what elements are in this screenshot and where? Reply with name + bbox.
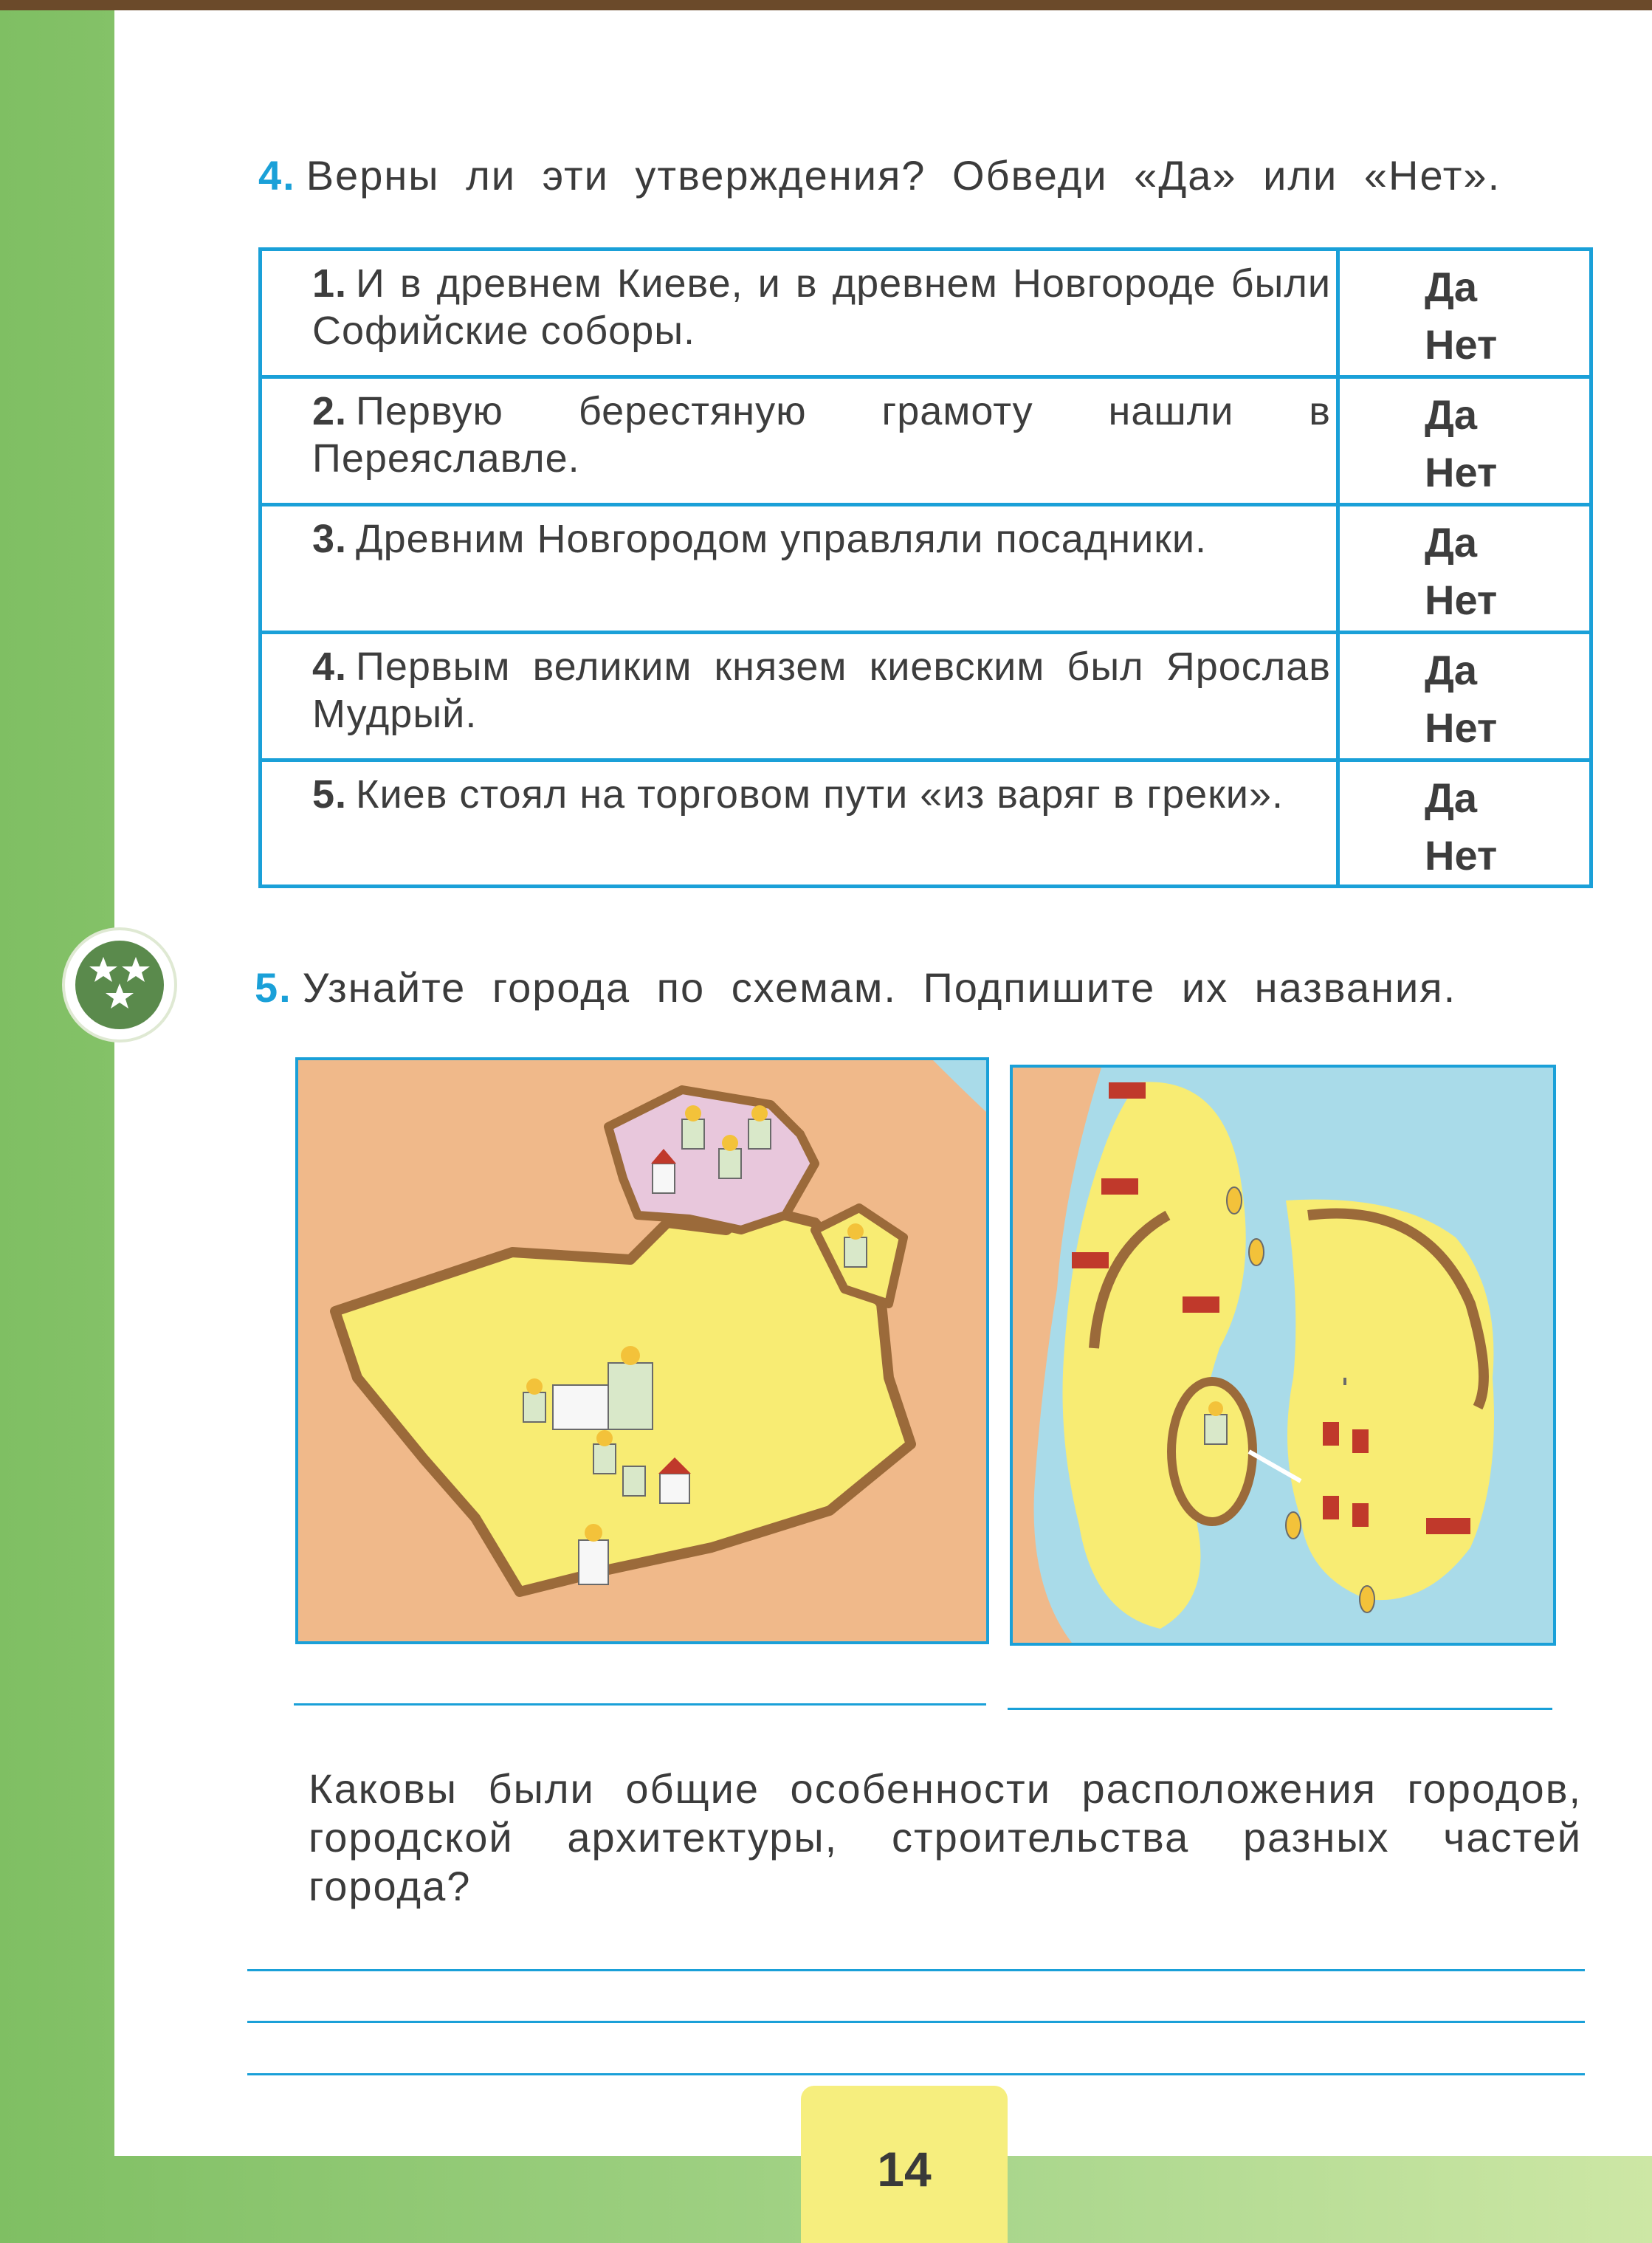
right-bank — [1286, 1200, 1494, 1601]
task-5-title — [255, 964, 1456, 1011]
task-5-number: 5. — [255, 964, 292, 1011]
statement-text: 4. Первым великим князем киевским был Ярослав Мудрый. — [312, 645, 1331, 736]
question-text: Каковы были общие особенности расположения городов, городской архитектуры, строительства разных частей города? — [309, 1765, 1582, 1909]
statement-text: 1. И в древнем Киеве, и в древнем Новгороде были Софийские соборы. — [312, 261, 1331, 353]
task-4-text: Верны ли эти утверждения? Обведи «Да» или «Нет». — [306, 152, 1501, 199]
yes-option[interactable]: Да — [1425, 774, 1478, 821]
no-option[interactable]: Нет — [1425, 449, 1498, 495]
page-number: 14 — [877, 2142, 932, 2196]
answer-options — [1425, 258, 1497, 374]
no-option[interactable]: Нет — [1425, 832, 1498, 879]
task-4-title — [258, 151, 1501, 199]
task-5-text: Узнайте города по схемам. Подпишите их названия. — [302, 964, 1457, 1011]
answer-options — [1425, 769, 1497, 885]
answer-line[interactable] — [247, 1969, 1585, 1971]
answer-line[interactable] — [247, 2073, 1585, 2075]
column-divider — [1336, 762, 1340, 885]
difficulty-badge — [65, 930, 174, 1040]
statement-row — [262, 379, 1589, 506]
column-divider — [1336, 506, 1340, 631]
column-divider — [1336, 379, 1340, 503]
task-4-number: 4. — [258, 152, 296, 199]
answer-options — [1425, 514, 1497, 629]
city-scheme-left — [295, 1057, 989, 1644]
answer-line[interactable] — [294, 1703, 986, 1706]
yes-option[interactable]: Да — [1425, 519, 1478, 566]
statement-text: 5. Киев стоял на торговом пути «из варяг в греки». — [312, 772, 1284, 817]
answer-options — [1425, 642, 1497, 757]
statement-row — [262, 634, 1589, 762]
three-stars-icon — [75, 941, 164, 1029]
column-divider — [1336, 634, 1340, 758]
yes-option[interactable]: Да — [1425, 264, 1478, 310]
no-option[interactable]: Нет — [1425, 321, 1498, 368]
statement-text: 2. Первую берестяную грамоту нашли в Переяславле. — [312, 389, 1331, 481]
no-option[interactable]: Нет — [1425, 704, 1498, 751]
city-scheme-right — [1010, 1065, 1556, 1646]
statement-text: 3. Древним Новгородом управляли посадники. — [312, 517, 1208, 561]
column-divider — [1336, 251, 1340, 375]
yes-option[interactable]: Да — [1425, 647, 1478, 693]
statement-row — [262, 506, 1589, 634]
statements-table — [258, 247, 1593, 888]
no-option[interactable]: Нет — [1425, 577, 1498, 623]
answer-line[interactable] — [247, 2021, 1585, 2023]
statement-row — [262, 251, 1589, 379]
statement-row — [262, 762, 1589, 885]
yes-option[interactable]: Да — [1425, 391, 1478, 438]
top-edge — [0, 0, 1652, 10]
answer-line[interactable] — [1008, 1708, 1552, 1710]
answer-options — [1425, 386, 1497, 501]
